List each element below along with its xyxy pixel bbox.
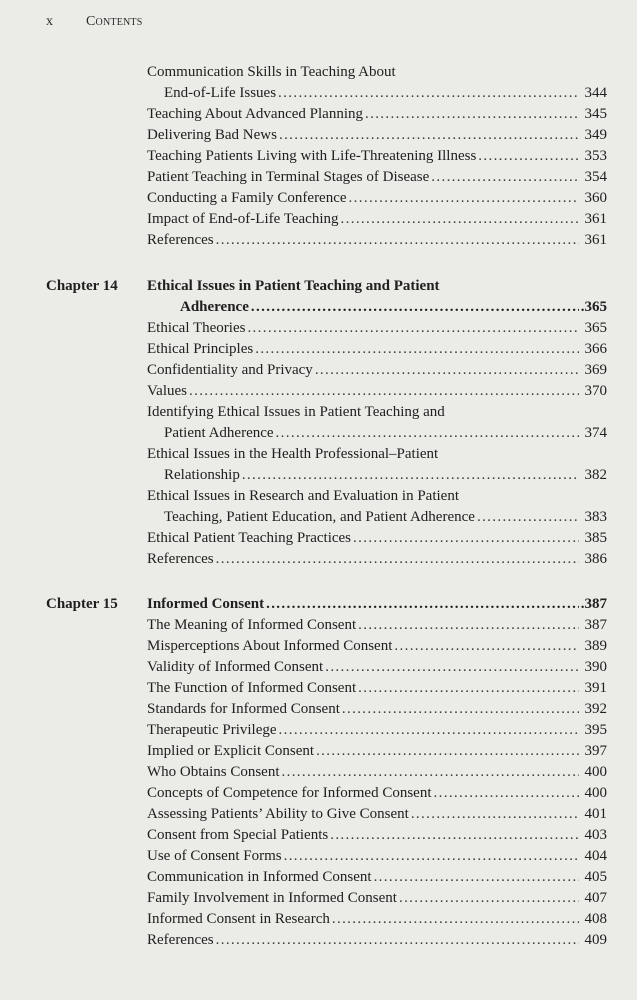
toc-entry[interactable]	[147, 657, 607, 677]
toc-entry-page: 365	[584, 320, 607, 336]
toc-entry-page: 387	[584, 617, 607, 633]
page-number: x	[46, 14, 54, 29]
toc-entry-page: 354	[584, 169, 607, 185]
toc-entry-line1: Ethical Issues in the Health Professional–Patient	[147, 446, 439, 462]
leader-dots	[332, 909, 579, 929]
toc-entry-page: 386	[584, 551, 607, 567]
toc-entry-page: 390	[584, 659, 607, 675]
leader-dots	[216, 549, 579, 569]
toc-entry-title: Patient Teaching in Terminal Stages of Disease	[147, 169, 430, 185]
toc-entry-title: References	[147, 232, 214, 248]
toc-entry-title: Confidentiality and Privacy	[147, 362, 313, 378]
toc-entry-title: References	[147, 551, 214, 567]
toc-entry[interactable]	[147, 804, 607, 824]
toc-entry-title: Informed Consent in Research	[147, 911, 330, 927]
toc-entry-page: 401	[584, 806, 607, 822]
chapter-heading[interactable]	[180, 297, 607, 317]
toc-entry[interactable]	[147, 167, 607, 187]
toc-entry[interactable]	[147, 678, 607, 698]
toc-entry-title: Therapeutic Privilege	[147, 722, 277, 738]
toc-entry-title: Values	[147, 383, 187, 399]
leader-dots	[477, 507, 579, 527]
toc-entry[interactable]	[164, 83, 607, 103]
leader-dots	[478, 146, 579, 166]
toc-entry-page: 400	[584, 785, 607, 801]
toc-entry[interactable]	[147, 741, 607, 761]
toc-entry-page: 407	[584, 890, 607, 906]
toc-entry-page: 395	[584, 722, 607, 738]
toc-entry-title: Use of Consent Forms	[147, 848, 282, 864]
toc-entry[interactable]	[147, 699, 607, 719]
toc-entry[interactable]	[147, 762, 607, 782]
toc-entry-page: 409	[584, 932, 607, 948]
leader-dots	[349, 188, 579, 208]
toc-entry-page: 391	[584, 680, 607, 696]
toc-entry-page: 370	[584, 383, 607, 399]
toc-entry-page: 360	[584, 190, 607, 206]
running-title: Contents	[86, 14, 143, 29]
toc-entry[interactable]	[147, 636, 607, 656]
toc-entry[interactable]	[147, 360, 607, 380]
toc-entry-page: 408	[584, 911, 607, 927]
chapter-label: Chapter 15	[46, 596, 118, 612]
toc-entry-page: 349	[584, 127, 607, 143]
chapter-label: Chapter 14	[46, 278, 118, 294]
toc-entry-title: Teaching Patients Living with Life-Threatening Illness	[147, 148, 477, 164]
leader-dots	[434, 783, 579, 803]
chapter-heading[interactable]	[147, 594, 607, 614]
toc-entry-page: 382	[584, 467, 607, 483]
toc-entry-title: Consent from Special Patients	[147, 827, 329, 843]
toc-entry-page: 383	[584, 509, 607, 525]
leader-dots	[282, 762, 580, 782]
toc-entry-title: Relationship	[164, 467, 240, 483]
leader-dots	[189, 381, 579, 401]
toc-entry[interactable]	[147, 528, 607, 548]
toc-entry-page: 404	[584, 848, 607, 864]
toc-entry[interactable]	[147, 318, 607, 338]
chapter-title: Adherence	[180, 299, 249, 315]
toc-entry[interactable]	[147, 339, 607, 359]
leader-dots	[216, 230, 579, 250]
toc-entry-title: Conducting a Family Conference	[147, 190, 347, 206]
leader-dots	[251, 297, 579, 317]
toc-entry-page: 397	[584, 743, 607, 759]
toc-entry-line1: Ethical Issues in Research and Evaluation in Patient	[147, 488, 459, 504]
leader-dots	[365, 104, 579, 124]
toc-entry-page: 405	[584, 869, 607, 885]
toc-entry-page: 392	[584, 701, 607, 717]
toc-entry-page: 353	[584, 148, 607, 164]
toc-entry-title: The Function of Informed Consent	[147, 680, 357, 696]
leader-dots	[411, 804, 579, 824]
running-head	[46, 14, 143, 30]
toc-entry-title: Communication in Informed Consent	[147, 869, 372, 885]
toc-entry[interactable]	[147, 783, 607, 803]
toc-entry[interactable]	[147, 846, 607, 866]
toc-entry[interactable]	[147, 867, 607, 887]
toc-entry-title: Patient Adherence	[164, 425, 274, 441]
toc-entry-title: Standards for Informed Consent	[147, 701, 340, 717]
toc-entry-page: 369	[584, 362, 607, 378]
toc-entry-line1: Communication Skills in Teaching About	[147, 64, 396, 80]
toc-entry-title: Teaching, Patient Education, and Patient Adherence	[164, 509, 475, 525]
toc-entry[interactable]	[164, 507, 607, 527]
chapter-title: Informed Consent	[147, 596, 265, 612]
toc-entry-title: Ethical Principles	[147, 341, 254, 357]
toc-entry-page: 344	[584, 85, 607, 101]
toc-entry[interactable]	[147, 909, 607, 929]
leader-dots	[284, 846, 579, 866]
chapter-page: .387	[580, 596, 607, 612]
toc-entry-title: Ethical Patient Teaching Practices	[147, 530, 352, 546]
chapter-page: .365	[580, 299, 607, 315]
toc-entry[interactable]	[147, 615, 607, 635]
toc-entry-page: 361	[584, 232, 607, 248]
leader-dots	[247, 318, 579, 338]
toc-entry-title: References	[147, 932, 214, 948]
leader-dots	[276, 423, 579, 443]
toc-entry-title: Family Involvement in Informed Consent	[147, 890, 397, 906]
toc-entry[interactable]	[147, 549, 607, 569]
leader-dots	[330, 825, 579, 845]
leader-dots	[279, 125, 579, 145]
toc-entry-page: 345	[584, 106, 607, 122]
toc-entry-title: Misperceptions About Informed Consent	[147, 638, 393, 654]
toc-entry-title: Assessing Patients’ Ability to Give Consent	[147, 806, 409, 822]
leader-dots	[358, 678, 579, 698]
toc-entry-line1: Identifying Ethical Issues in Patient Teaching and	[147, 404, 445, 420]
leader-dots	[353, 528, 579, 548]
leader-dots	[279, 720, 579, 740]
leader-dots	[399, 888, 579, 908]
toc-entry-title: Concepts of Competence for Informed Consent	[147, 785, 432, 801]
toc-entry-page: 361	[584, 211, 607, 227]
toc-entry-title: Impact of End-of-Life Teaching	[147, 211, 339, 227]
toc-entry-title: Validity of Informed Consent	[147, 659, 324, 675]
toc-entry[interactable]	[147, 230, 607, 250]
toc-entry-page: 403	[584, 827, 607, 843]
toc-entry-title: Teaching About Advanced Planning	[147, 106, 363, 122]
toc-entry[interactable]	[147, 104, 607, 124]
toc-entry-title: Implied or Explicit Consent	[147, 743, 315, 759]
leader-dots	[325, 657, 579, 677]
leader-dots	[315, 360, 579, 380]
toc-entry-title: Who Obtains Consent	[147, 764, 280, 780]
leader-dots	[374, 867, 579, 887]
leader-dots	[216, 930, 579, 950]
toc-entry-page: 366	[584, 341, 607, 357]
toc-entry-page: 385	[584, 530, 607, 546]
toc-entry[interactable]	[147, 381, 607, 401]
leader-dots	[358, 615, 579, 635]
toc-entry[interactable]	[147, 188, 607, 208]
toc-entry[interactable]	[164, 423, 607, 443]
toc-entry[interactable]	[147, 888, 607, 908]
toc-entry-title: End-of-Life Issues	[164, 85, 277, 101]
toc-entry-title: Ethical Theories	[147, 320, 246, 336]
leader-dots	[242, 465, 579, 485]
toc-entry-title: Delivering Bad News	[147, 127, 277, 143]
toc-entry[interactable]	[147, 125, 607, 145]
leader-dots	[255, 339, 579, 359]
leader-dots	[394, 636, 579, 656]
toc-entry[interactable]	[147, 720, 607, 740]
toc-entry[interactable]	[147, 209, 607, 229]
toc-entry-page: 400	[584, 764, 607, 780]
toc-entry[interactable]	[147, 930, 607, 950]
leader-dots	[316, 741, 579, 761]
toc-entry[interactable]	[147, 825, 607, 845]
leader-dots	[342, 699, 579, 719]
toc-entry[interactable]	[147, 146, 607, 166]
toc-entry-title: The Meaning of Informed Consent	[147, 617, 357, 633]
leader-dots	[341, 209, 579, 229]
chapter-title-line1: Ethical Issues in Patient Teaching and Patient	[147, 278, 440, 294]
leader-dots	[431, 167, 579, 187]
leader-dots	[278, 83, 579, 103]
toc-entry-page: 374	[584, 425, 607, 441]
leader-dots	[266, 594, 579, 614]
toc-entry-page: 389	[584, 638, 607, 654]
toc-entry[interactable]	[164, 465, 607, 485]
